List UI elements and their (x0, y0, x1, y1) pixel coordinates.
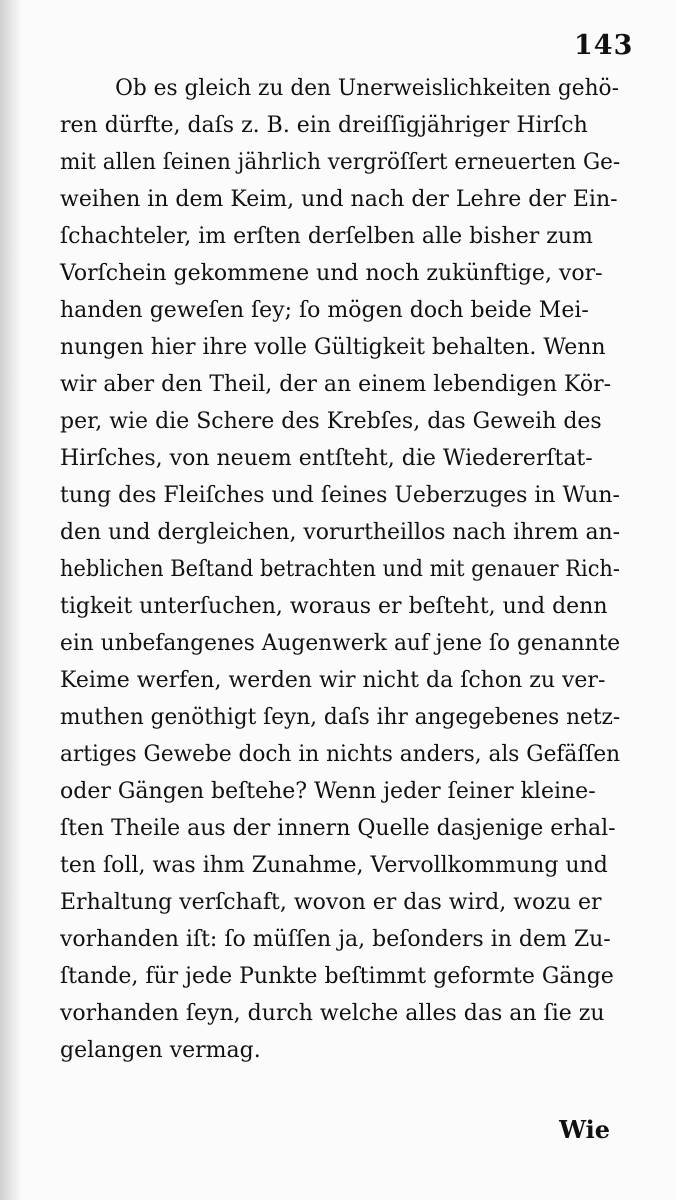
text-line: tigkeit unterſuchen, woraus er beſteht, und denn (60, 594, 608, 619)
text-line: den und dergleichen, vorurtheillos nach ihrem an- (60, 520, 621, 545)
text-line: Erhaltung verſchaft, wovon er das wird, wozu er (60, 890, 602, 915)
text-line: Vorſchein gekommene und noch zukünftige, vor- (60, 261, 603, 286)
text-line: ren dürfte, daſs z. B. ein dreiſſigjähriger Hirſch (60, 113, 588, 138)
text-line: per, wie die Schere des Krebſes, das Geweih des (60, 409, 602, 434)
text-line: muthen genöthigt ſeyn, daſs ihr angegebenes netz- (60, 705, 621, 730)
text-line: vorhanden ſeyn, durch welche alles das an ſie zu (60, 1001, 605, 1026)
text-line: wir aber den Theil, der an einem lebendigen Kör- (60, 372, 612, 397)
text-line: mit allen ſeinen jährlich vergröſſert erneuerten Ge- (60, 150, 621, 175)
text-line: handen geweſen ſey; ſo mögen doch beide Mei- (60, 298, 589, 323)
text-line: artiges Gewebe doch in nichts anders, als Gefäſſen (60, 742, 621, 767)
text-line: ſtande, für jede Punkte beſtimmt geformte Gänge (60, 964, 614, 989)
text-line: Keime werfen, werden wir nicht da ſchon zu ver- (60, 668, 606, 693)
text-line: ten ſoll, was ihm Zunahme, Vervollkommung und (60, 853, 608, 878)
catchword: Wie (559, 1115, 610, 1144)
main-paragraph (60, 70, 620, 1069)
text-line: nungen hier ihre volle Gültigkeit behalten. Wenn (60, 335, 606, 360)
text-line: ein unbefangenes Augenwerk auf jene ſo genannte (60, 631, 621, 656)
text-line: tung des Fleiſches und ſeines Ueberzuges in Wun- (60, 483, 620, 508)
text-line: Hirſches, von neuem entſteht, die Wiedererſtat- (60, 446, 593, 471)
text-line: Ob es gleich zu den Unerweislichkeiten gehö- (115, 76, 619, 101)
text-line: ſchachteler, im erſten derſelben alle bisher zum (60, 224, 593, 249)
text-line: vorhanden iſt: ſo müſſen ja, beſonders in dem Zu- (60, 927, 611, 952)
text-line: heblichen Beſtand betrachten und mit genauer Rich- (60, 557, 620, 582)
page-edge-shadow (0, 0, 22, 1200)
page-number: 143 (574, 30, 634, 61)
text-line: oder Gängen beſtehe? Wenn jeder ſeiner kleine- (60, 779, 596, 804)
text-line: weihen in dem Keim, und nach der Lehre der Ein- (60, 187, 618, 212)
text-line: ſten Theile aus der innern Quelle dasjenige erhal- (60, 816, 616, 841)
text-line: gelangen vermag. (60, 1038, 261, 1063)
